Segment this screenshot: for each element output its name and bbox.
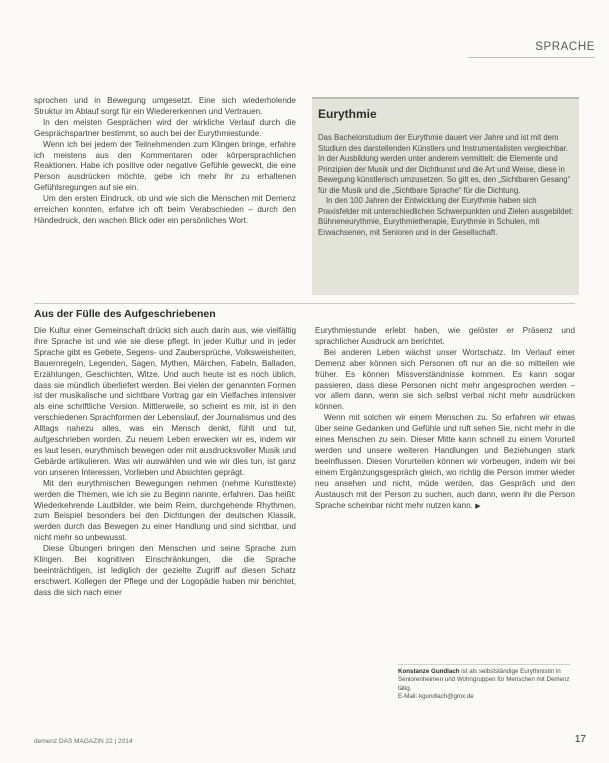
section-label: SPRACHE xyxy=(535,41,595,53)
body-paragraph: Mit den eurythmischen Bewegungen nehmen (nehme Kunsttexte) werden die Themen, wie ich sie zu Beginn nannte, erfahren. Das heißt: Wiederkehrende Lautbilder, wie beim Reim, durchgehende Rhythmen, zum Beispiel besonders bei den Dichtungen der deutschen Klassik, werden durch das Bewegen zu einer Handlung und sind sichtbar, und nicht mehr so unbewusst. xyxy=(34,478,296,543)
body-paragraph: Eurythmiestunde erlebt haben, wie gelöster er Präsenz und sprachlicher Ausdruck am berichtet. xyxy=(315,326,575,346)
intro-paragraph: In den meisten Gesprächen wird der wirkliche Verlauf durch die Gesprächspartner bestimmt, so auch bei der Eurythmiestunde. xyxy=(34,117,296,138)
body-paragraph xyxy=(315,413,575,512)
author-bio xyxy=(398,664,570,702)
section-heading: Aus der Fülle des Aufgeschriebenen xyxy=(34,308,216,320)
body-paragraph: Die Kultur einer Gemeinschaft drückt sich auch darin aus, wie vielfältig ihre Sprache ist und wie sie diese pflegt. In jeder Kultur und in jeder Sprache gibt es Gebete, Segens- und Zaubersprüche, Volksweisheiten, Bauernregeln, Legenden, Sagen, Mythen, Märchen, Fabeln, Balladen, Erzählungen, Geschichten, Witze. Und auch heute ist es noch üblich, dass sie mündlich überliefert werden. Bei vielen der genannten Formen ist der musikalische und sichtbare Vortrag gar ein Vielfaches intensiver als eine schriftliche Version. Mittlerweile, so scheint es mir, ist in den verschiedenen Sprachformen der Lebenslauf, der Journalismus und des Alltags nahezu alles, was ein Mensch denkt, fühlt und tut, aufgeschrieben worden. Zu neuem Leben erwecken wir es, indem wir es laut lesen, eurythmisch bewegen oder mit ausdrucksvoller Musik und Gebärde artikulieren. Was wir auswählen und wie wir dies tun, ist ganz von unseren Interessen, Vorlieben und Absichten geprägt. xyxy=(34,326,296,477)
author-description: ist als selbstständige Eurythmistin in Seniorenheimen und Wohngruppen für Menschen mit Demenz tätig. xyxy=(398,668,570,692)
intro-paragraph: sprochen und in Bewegung umgesetzt. Eine sich wiederholende Struktur im Ablauf sorgt für ein Wiedererkennen und Vertrauen. xyxy=(34,96,296,116)
publication-footer: demenz DAS MAGAZIN 22 | 2014 xyxy=(34,738,133,745)
info-box-paragraph: Das Bachelorstudium der Eurythmie dauert vier Jahre und ist mit dem Studium des darstellenden Künstlers und Instrumentalisten vergleichbar. In der Ausbildung werden unter anderem vermittelt: die Elemente und Prinzipien der Musik und der Dichtkunst und die Art und Weise, diese in Bewegung künstlerisch umzusetzen. So gilt es, den „Sichtbaren Gesang“ für die Musik und die „Sichtbare Sprache“ für die Dichtung. xyxy=(318,133,571,195)
main-text-column-left xyxy=(34,326,296,599)
intro-text-column xyxy=(34,96,296,227)
eurythmie-info-box xyxy=(312,97,579,295)
intro-paragraph: Wenn ich bei jedem der Teilnehmenden zum Klingen bringe, erfahre ich meistens aus den Kommentaren oder körpersprachlichen Reaktionen. Habe ich positive oder negative Gefühle geweckt, die eine Person ausdrücken möchte, gebe ich mehr ihr zu erhaltenen Gefühlsregungen auf sie ein. xyxy=(34,139,296,193)
header-rule xyxy=(468,57,595,58)
body-paragraph: Diese Übungen bringen den Menschen und seine Sprache zum Klingen. Bei kognitiven Einschränkungen, die die Sprache beeinträchtigen, ist lediglich der gezielte Zugriff auf diesen Schatz erschwert. Kollegen der Pflege und der Logopädie haben mir berichtet, dass die sich nach einer xyxy=(34,544,296,597)
section-divider xyxy=(34,303,575,304)
article-end-icon: ▶ xyxy=(475,502,481,510)
intro-paragraph: Um den ersten Eindruck, ob und wie sich die Menschen mit Demenz erreichen konnten, erfahre ich oft beim Verabschieden – durch den Händedruck, den wachen Blick oder ein persönliches Wort. xyxy=(34,194,296,225)
author-email[interactable]: E-Mail: kgundlach@gmx.de xyxy=(398,693,474,701)
info-box-body xyxy=(318,133,574,238)
body-paragraph: Bei anderen Leben wächst unser Wortschatz. Im Verlauf einer Demenz aber können sich Personen oft nur an die so mitteilen wie früher. Es können Missverständnisse kommen. Es kann sogar passieren, dass diese Personen nicht mehr angesprochen werden – vor allem dann, wenn sie sich selbst verbal nicht mehr ausdrücken können. xyxy=(315,347,575,412)
body-paragraph-text: Wenn mit solchen wir einem Menschen zu. So erfahren wir etwas über seine Gedanken und Gefühle und ruft sehen Sie, nicht mehr in die eines Menschen zu sein. Dieser Mitte kann schnell zu einem Vorurteil werden und unsere weiteren Handlungen und Beziehungen stark beeinflussen. Diesen Vorurteilen können wir vorbeugen, indem wir bei einem Ergänzungsgespräch gleich, wo richtig die Person immer wieder neu ansehen und nicht, müde werden, das Gespräch und den Austausch mit der Person zu suchen, auch dann, wenn ihr die Person Sprache scheinbar nicht mehr nutzen kann. xyxy=(315,413,575,510)
author-name: Konstanze Gundlach xyxy=(398,668,460,675)
info-box-paragraph: In den 100 Jahren der Entwicklung der Eurythmie haben sich Praxisfelder mit unterschiedlichen Schwerpunkten und Zielen ausgebildet: Bühneneurythmie, Eurythmietherapie, Eurythmie in Schulen, mit Erwachsenen, mit Senioren und in der Gesellschaft. xyxy=(318,196,574,237)
page-number: 17 xyxy=(574,734,586,745)
main-text-column-right xyxy=(315,326,575,512)
info-box-title: Eurythmie xyxy=(318,107,377,121)
